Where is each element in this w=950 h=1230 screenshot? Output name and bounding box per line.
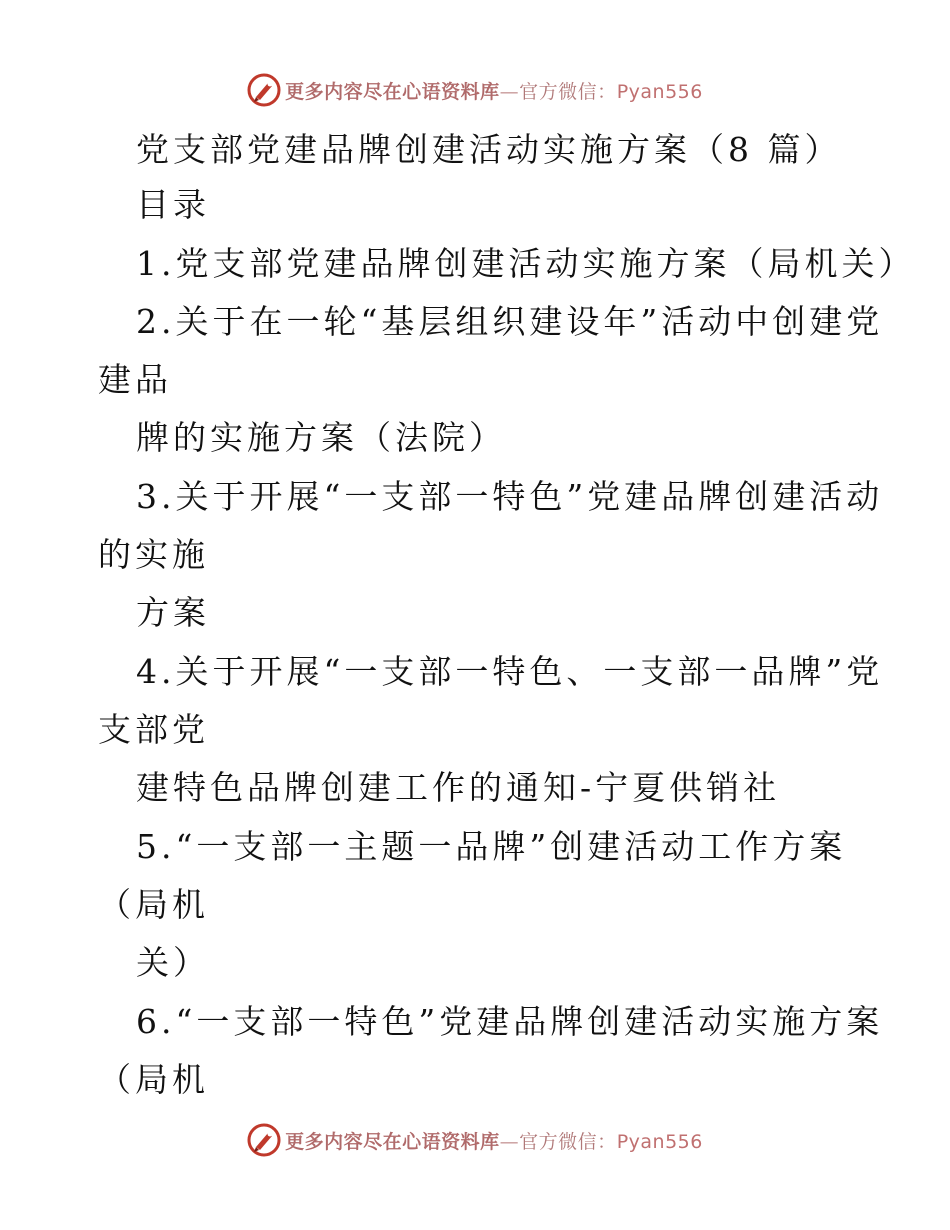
- banner-brand: 更多内容尽在心语资料库: [285, 80, 500, 103]
- toc-entry-3: 3.关于开展“一支部一特色”党建品牌创建活动: [136, 477, 884, 516]
- toc-entry-1: 1.党支部党建品牌创建活动实施方案（局机关）: [136, 244, 916, 283]
- banner-wechat-id: Pyan556: [616, 80, 703, 103]
- toc-entry-5-cont: （局机: [98, 885, 209, 924]
- toc-entry-2-cont: 牌的实施方案（法院）: [136, 418, 506, 457]
- toc-entry-6: 6.“一支部一特色”党建品牌创建活动实施方案: [136, 1002, 884, 1041]
- toc-entry-5: 5.“一支部一主题一品牌”创建活动工作方案: [136, 827, 847, 866]
- toc-entry-5-cont: 关）: [136, 943, 210, 982]
- document-title: 党支部党建品牌创建活动实施方案（8 篇）: [136, 130, 842, 169]
- toc-heading: 目录: [136, 185, 210, 224]
- pen-logo-icon: [247, 73, 281, 107]
- pen-logo-icon: [247, 1123, 281, 1157]
- banner-dash: —: [499, 80, 520, 103]
- toc-entry-2: 2.关于在一轮“基层组织建设年”活动中创建党: [136, 302, 884, 341]
- toc-entry-3-cont: 方案: [136, 593, 210, 632]
- banner-wechat-label: 官方微信：: [519, 80, 617, 103]
- toc-entry-3-cont: 的实施: [98, 535, 209, 574]
- banner-wechat-id: Pyan556: [616, 1130, 703, 1153]
- toc-entry-4-cont: 建特色品牌创建工作的通知-宁夏供销社: [136, 768, 781, 807]
- toc-entry-4-cont: 支部党: [98, 710, 209, 749]
- banner-wechat-label: 官方微信：: [519, 1130, 617, 1153]
- toc-entry-4: 4.关于开展“一支部一特色、一支部一品牌”党: [136, 652, 884, 691]
- banner-dash: —: [499, 1130, 520, 1153]
- banner-brand: 更多内容尽在心语资料库: [285, 1130, 500, 1153]
- toc-entry-6-cont: （局机: [98, 1060, 209, 1099]
- footer-banner: [0, 1120, 950, 1160]
- header-banner: [0, 70, 950, 110]
- toc-entry-2-cont: 建品: [98, 360, 172, 399]
